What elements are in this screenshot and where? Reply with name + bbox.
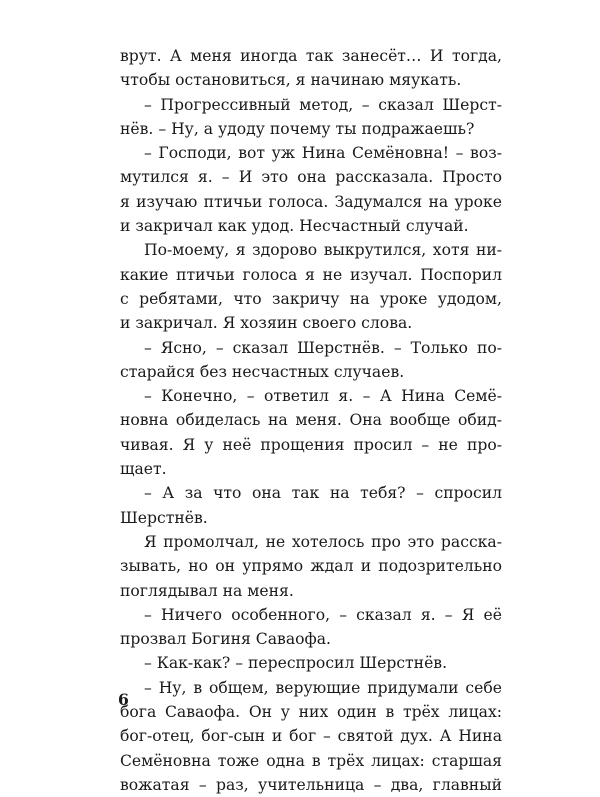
text-line: прозвал Богиня Саваофа. xyxy=(120,630,331,649)
text-line: – Господи, вот уж Нина Семёновна! – воз- xyxy=(144,144,502,163)
text-line: бог-отец, бог-сын и бог – святой дух. А Нина xyxy=(120,727,502,746)
text-line: По-моему, я здорово выкрутился, хотя ни- xyxy=(144,241,502,260)
text-line: Семёновна тоже одна в трёх лицах: старшая xyxy=(120,751,502,770)
text-line: Я промолчал, не хотелось про это расска- xyxy=(144,532,502,551)
text-line: вожатая – раз, учительница – два, главный xyxy=(120,775,502,794)
text-line: чтобы остановиться, я начинаю мяукать. xyxy=(120,71,462,90)
text-line: – Как-как? – переспросил Шерстнёв. xyxy=(144,654,448,673)
text-line: Шерстнёв. xyxy=(120,508,208,527)
text-line: я изучаю птичьи голоса. Задумался на уроке xyxy=(120,192,502,211)
text-line: и закричал как удод. Несчастный случай. xyxy=(120,217,469,236)
text-line: мутился я. – И это она рассказала. Просто xyxy=(120,168,502,187)
text-line: поглядывал на меня. xyxy=(120,581,294,600)
text-line: какие птичьи голоса я не изучал. Поспорил xyxy=(120,265,502,284)
text-line: и закричал. Я хозяин своего слова. xyxy=(120,314,413,333)
text-line: с ребятами, что закричу на уроке удодом, xyxy=(120,289,502,308)
text-line: – Ясно, – сказал Шерстнёв. – Только по- xyxy=(144,338,502,357)
text-line: – Прогрессивный метод, – сказал Шерст- xyxy=(144,95,502,114)
text-line: – Ничего особенного, – сказал я. – Я её xyxy=(144,605,502,624)
text-line: чивая. Я у неё прощения просил – не про- xyxy=(120,435,502,454)
text-line: – Ну, в общем, верующие придумали себе xyxy=(144,678,502,697)
text-line: нёв. – Ну, а удоду почему ты подражаешь? xyxy=(120,119,475,138)
text-line: бога Саваофа. Он у них один в трёх лицах: xyxy=(120,703,502,722)
text-line: – А за что она так на тебя? – спросил xyxy=(144,484,502,503)
text-line: старайся без несчастных случаев. xyxy=(120,362,405,381)
text-line: новна обиделась на меня. Она вообще обид- xyxy=(120,411,502,430)
text-line: зывать, но он упрямо ждал и подозрительно xyxy=(120,557,502,576)
text-line: – Конечно, – ответил я. – А Нина Семё- xyxy=(144,387,502,406)
text-line: щает. xyxy=(120,460,167,479)
page-number: 6 xyxy=(118,690,129,709)
page-body-text xyxy=(120,44,502,797)
text-line: врут. А меня иногда так занесёт… И тогда, xyxy=(120,47,502,65)
